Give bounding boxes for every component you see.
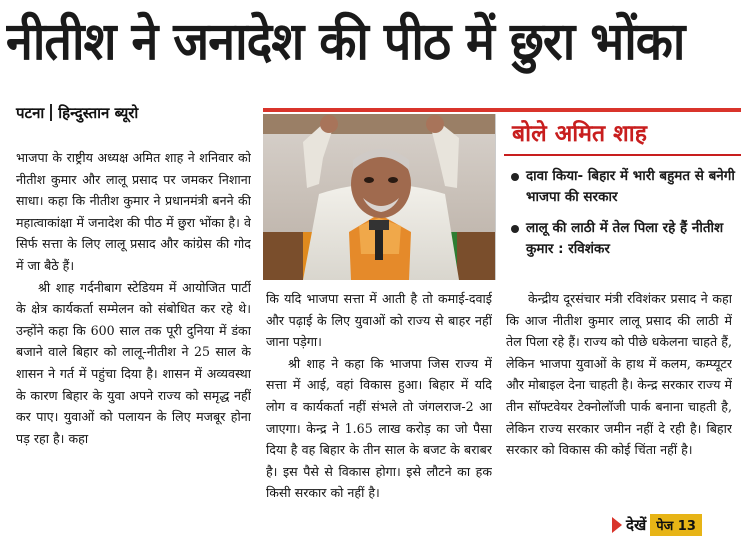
body-column-2 [266, 288, 492, 542]
sidebar-title: बोले अमित शाह [512, 121, 647, 147]
sidebar-rule [504, 154, 741, 156]
bullet-icon [511, 173, 519, 181]
paragraph: श्री शाह ने कहा कि भाजपा जिस राज्य में सत्ता में आई, वहां विकास हुआ। बिहार में यदि लोग व कार्यकर्ता नहीं संभले तो जंगलराज-2 आ जाएगा। केन्द्र ने 1.65 लाख करोड़ का जो पैसा दिया है वह बिहार के तीन साल के बजट के बराबर है। इस पैसे से विकास होगा। इसे लौटने का हक किसी सरकार को नहीं है। [266, 355, 492, 501]
dateline-place: पटना [16, 104, 45, 122]
paragraph: कि यदि भाजपा सत्ता में आती है तो कमाई-दवाई और पढ़ाई के लिए युवाओं को राज्य से बाहर नहीं जाना पड़ेगा। [266, 291, 492, 350]
headline: नीतीश ने जनादेश की पीठ में छुरा भोंका [6, 12, 685, 72]
body-column-3 [506, 288, 732, 510]
dateline [16, 101, 138, 125]
dateline-bureau: हिन्दुस्तान ब्यूरो [58, 104, 139, 122]
arrow-right-icon [612, 517, 622, 533]
rally-photo [263, 114, 496, 280]
bullet-icon [511, 225, 519, 233]
paragraph: श्री शाह गर्दनीबाग स्टेडियम में आयोजित पार्टी के क्षेत्र कार्यकर्ता सम्मेलन को संबोधित कर रहे थे। उन्होंने कहा कि 600 साल तक पूरी दुनिया में डंका बजाने वाले बिहार को लालू-नीतीश ने 25 साल के शासन ने गर्त में पहुंचा दिया है। शासन में अव्यवस्था के कारण बिहार के युवा अपने राज्य को समृद्ध नहीं कर पाए। युवाओं को पलायन के लिए मजबूर होना पड़ रहा है। कहा [16, 279, 251, 446]
paragraph: भाजपा के राष्ट्रीय अध्यक्ष अमित शाह ने शनिवार को नीतीश कुमार और लालू प्रसाद पर जमकर निशाना साधा। कहा कि नीतीश कुमार ने प्रधानमंत्री बनने की महात्वाकांक्षा में जनादेश की पीठ में छुरा भोंका है। वे सिर्फ सत्ता के लिए लालू प्रसाद और कांग्रेस की गोद में जा बैठे हैं। [16, 150, 251, 273]
sidebar-point: दावा किया- बिहार में भारी बहुमत से बनेगी भाजपा की सरकार [508, 166, 740, 208]
speaker-image [263, 114, 496, 280]
dateline-divider [50, 104, 52, 121]
top-red-rule [263, 108, 741, 112]
continuation-page: पेज 13 [650, 514, 702, 536]
sidebar-point: लालू की लाठी में तेल पिला रहे हैं नीतीश कुमार : रविशंकर [508, 218, 740, 260]
continuation-link[interactable] [612, 514, 702, 540]
body-column-1 [16, 147, 251, 542]
paragraph: केन्द्रीय दूरसंचार मंत्री रविशंकर प्रसाद ने कहा कि आज नीतीश कुमार लालू प्रसाद की लाठी में तेल पिला रहे हैं। राज्य को पीछे धकेलना चाहते हैं, लेकिन भाजपा युवाओं के हाथ में कलम, कम्प्यूटर और मोबाइल देना चाहती है। केन्द्र सरकार राज्य में तीन सॉफ्टवेयर टेक्नोलॉजी पार्क बनाना चाहती है, लेकिन राज्य सरकार जमीन नहीं दे रही है। बिहार सरकार को विकास की कोई चिंता नहीं है। [506, 291, 732, 458]
continuation-label: देखें [626, 516, 647, 534]
sidebar-points [508, 166, 740, 270]
